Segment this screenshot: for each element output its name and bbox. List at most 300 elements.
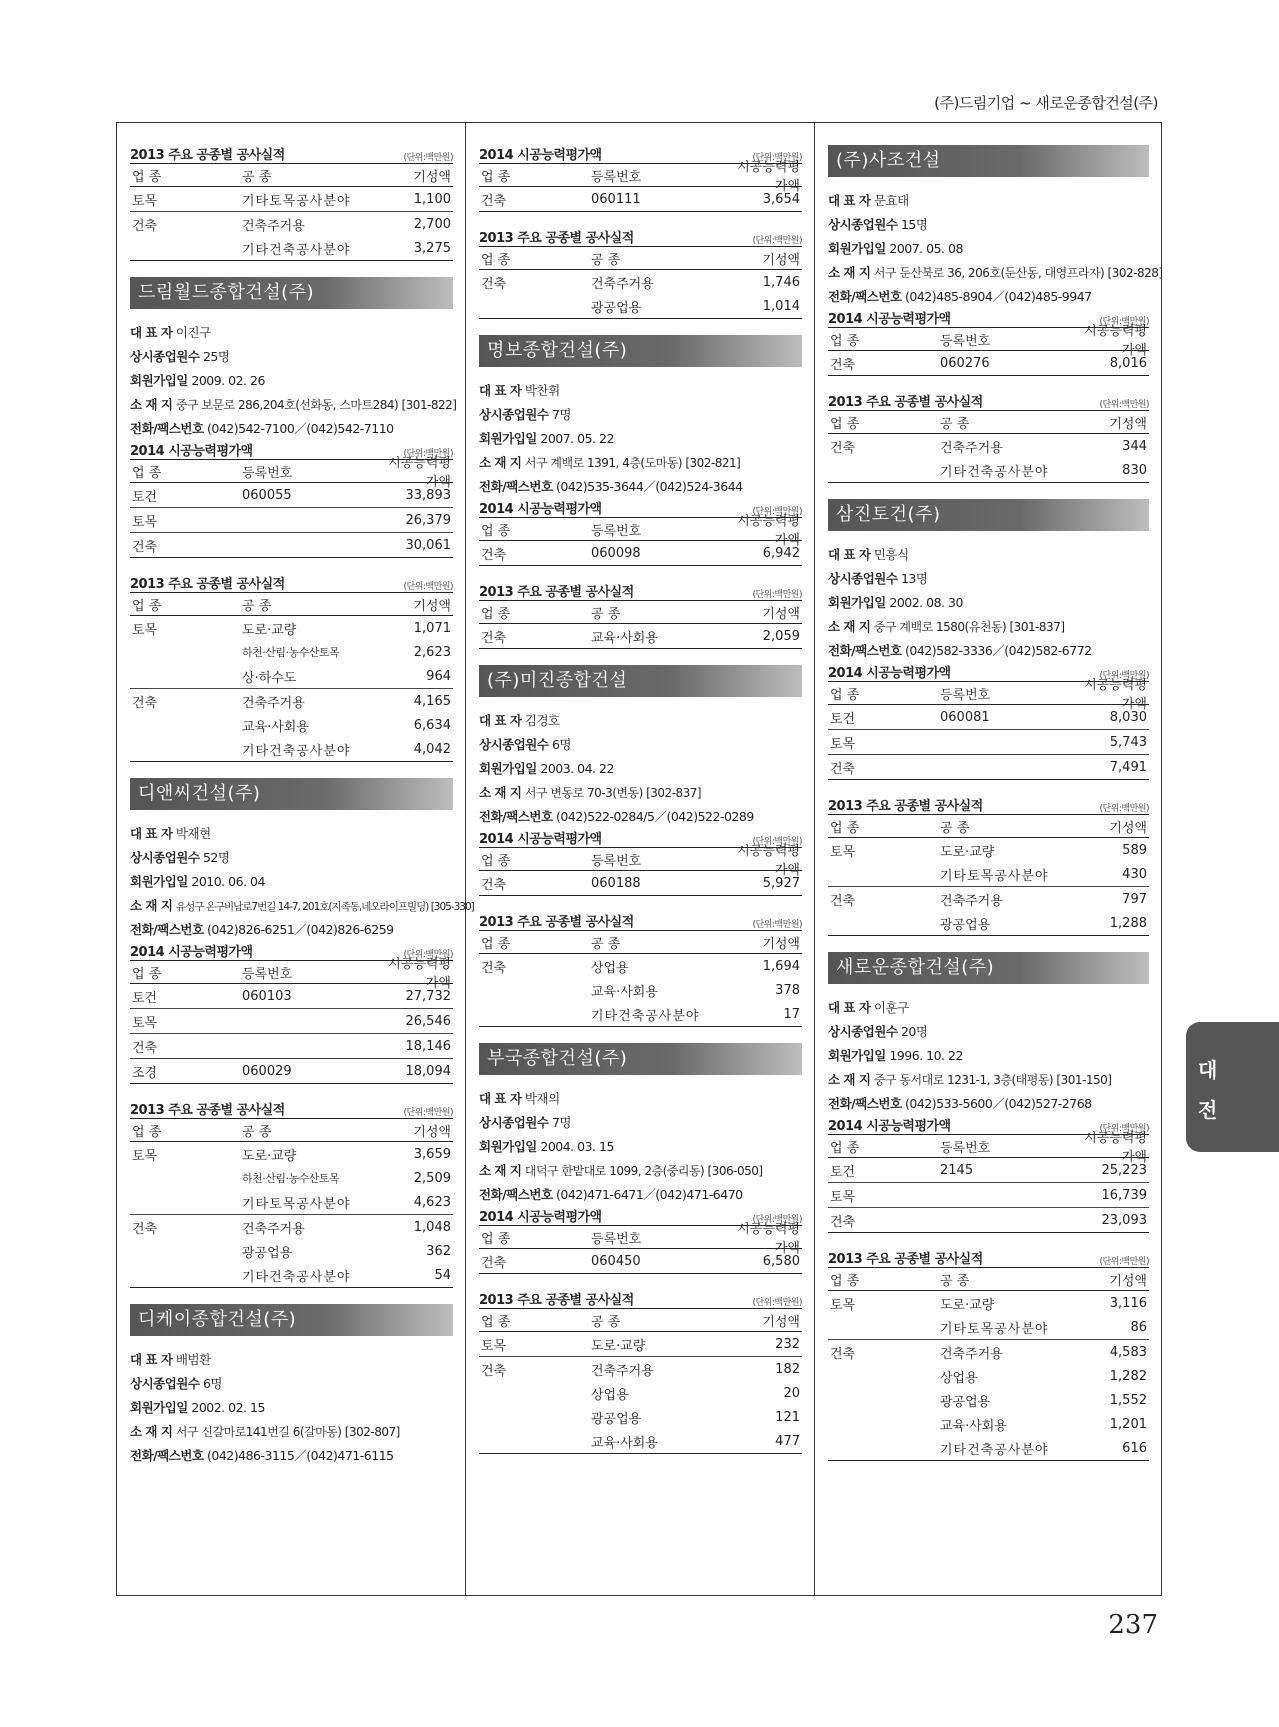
address-label: 소 재 지 [479, 785, 522, 800]
side-tab-line-1: 대 [1198, 1058, 1218, 1082]
company-entry [479, 665, 802, 1027]
table-cell: 2,623 [413, 644, 451, 660]
table-header-cell: 기성액 [1109, 1273, 1147, 1289]
table-cell: 도로·교량 [242, 622, 297, 638]
table-title: 2013 주요 공종별 공사실적 [828, 1252, 983, 1267]
table-cell: 건축 [830, 761, 856, 777]
table-cell: 건축 [481, 877, 507, 893]
table-header-cell: 업 종 [132, 966, 162, 982]
table-header-cell: 업 종 [132, 1124, 162, 1140]
employees-row [828, 567, 1149, 591]
table-row [828, 1315, 1149, 1339]
table-cell: 4,583 [1109, 1344, 1147, 1360]
phone-fax-label: 전화/팩스번호 [130, 1448, 204, 1463]
phone-fax-value: (042)542-7100／(042)542-7110 [207, 421, 394, 436]
table-cell: 2,059 [762, 628, 800, 644]
company-name: 새로운종합건설(주) [828, 952, 1149, 984]
table-cell: 060111 [591, 191, 641, 207]
table-cell: 건축주거용 [591, 1363, 654, 1379]
table-header-row [130, 456, 453, 490]
table-header-row [479, 1308, 802, 1332]
table-cell: 060029 [242, 1063, 292, 1079]
table-cell: 상업용 [940, 1370, 978, 1386]
table-body [828, 838, 1149, 936]
table-header-cell: 기성액 [413, 1124, 451, 1140]
table-cell: 30,061 [405, 537, 451, 553]
representative-row [479, 1087, 802, 1111]
address-label: 소 재 지 [479, 455, 522, 470]
table-header-cell: 공 종 [940, 416, 970, 432]
table-cell: 344 [1122, 438, 1147, 454]
table-row [479, 1002, 802, 1026]
table-title: 2014 시공능력평가액 [479, 832, 602, 847]
table-row [130, 664, 453, 688]
table-caption [828, 392, 1149, 410]
table-caption [828, 796, 1149, 814]
table-title: 2014 시공능력평가액 [130, 945, 253, 960]
table-cell: 기타건축공사분야 [940, 464, 1049, 480]
employees-label: 상시종업원수 [828, 217, 898, 232]
join-date-row [130, 369, 453, 393]
table-cell: 3,659 [413, 1146, 451, 1162]
table-row [828, 434, 1149, 458]
table-header-cell: 업 종 [132, 169, 162, 185]
table-cell: 건축 [830, 357, 856, 373]
table-unit: (단위:백만원) [752, 236, 802, 246]
table-row [130, 1033, 453, 1058]
table-header-cell: 시공능력평가액 [388, 957, 451, 991]
table-cell: 26,546 [405, 1013, 451, 1029]
table-cell: 기타건축공사분야 [242, 1269, 351, 1285]
table-row [130, 640, 453, 664]
table-row [130, 1008, 453, 1033]
employees-value: 15명 [900, 217, 928, 232]
table-caption [479, 582, 802, 600]
table-body [828, 434, 1149, 483]
table-title: 2014 시공능력평가액 [479, 148, 602, 163]
table-row [828, 729, 1149, 754]
representative-value: 이훈구 [873, 1000, 909, 1015]
table-cell: 1,282 [1109, 1368, 1147, 1384]
table-cell: 060103 [242, 988, 292, 1004]
work-table [828, 392, 1149, 483]
phone-fax-row [130, 1444, 453, 1468]
join-date-row [130, 870, 453, 894]
table-cell: 건축 [481, 1363, 507, 1379]
table-cell: 토목 [132, 514, 158, 530]
join-date-row [479, 757, 802, 781]
work-table [130, 574, 453, 762]
address-value: 서구 계백로 1391, 4층(도마동) [302-821] [524, 456, 741, 470]
table-header-cell: 기성액 [762, 606, 800, 622]
table-header-row [828, 324, 1149, 358]
table-caption [479, 912, 802, 930]
table-row [130, 211, 453, 236]
table-header-cell: 공 종 [591, 606, 621, 622]
column-2 [466, 123, 815, 1595]
representative-label: 대 표 자 [828, 193, 871, 208]
table-unit: (단위:백만원) [1099, 400, 1149, 410]
table-header-row [130, 163, 453, 187]
representative-value: 박재현 [175, 826, 211, 841]
table-row [828, 1436, 1149, 1460]
table-row [479, 954, 802, 978]
table-cell: 건축 [132, 218, 158, 234]
table-title: 2013 주요 공종별 공사실적 [130, 148, 285, 163]
join-date-value: 2007. 05. 22 [540, 431, 614, 446]
table-cell: 건축주거용 [940, 893, 1003, 909]
address-row [828, 261, 1163, 285]
table-row [479, 1429, 802, 1453]
table-body [479, 541, 802, 566]
phone-fax-value: (042)535-3644／(042)524-3644 [556, 479, 743, 494]
table-body [479, 624, 802, 649]
table-row [828, 1207, 1149, 1232]
table-cell: 도로·교량 [242, 1148, 297, 1164]
address-row [479, 451, 802, 475]
join-date-row [828, 591, 1149, 615]
table-cell: 도로·교량 [940, 844, 995, 860]
table-cell: 6,942 [762, 545, 800, 561]
table-row [479, 978, 802, 1002]
join-date-row [828, 237, 1149, 261]
company-entry [130, 1304, 453, 1468]
join-date-label: 회원가입일 [479, 1139, 537, 1154]
table-unit: (단위:백만원) [752, 1215, 802, 1225]
company-name: 드림월드종합건설(주) [130, 277, 453, 309]
join-date-label: 회원가입일 [479, 761, 537, 776]
table-header-row [828, 678, 1149, 712]
table-header-row [479, 246, 802, 270]
join-date-label: 회원가입일 [828, 241, 886, 256]
table-header-cell: 시공능력평가액 [1084, 678, 1147, 712]
table-cell: 1,552 [1109, 1392, 1147, 1408]
employees-value: 20명 [900, 1024, 928, 1039]
representative-label: 대 표 자 [479, 713, 522, 728]
table-cell: 기타토목공사분야 [242, 193, 351, 209]
table-header-cell: 시공능력평가액 [388, 456, 451, 490]
table-cell: 교육·사회용 [591, 1435, 658, 1451]
table-body [828, 1291, 1149, 1461]
table-caption [130, 145, 453, 163]
employees-label: 상시종업원수 [828, 571, 898, 586]
phone-fax-label: 전화/팩스번호 [828, 289, 902, 304]
employees-row [130, 846, 453, 870]
table-cell: 기타건축공사분야 [242, 743, 351, 759]
table-unit: (단위:백만원) [403, 449, 453, 459]
representative-label: 대 표 자 [130, 1352, 173, 1367]
table-cell: 토목 [132, 193, 158, 209]
table-header-cell: 업 종 [481, 1231, 511, 1247]
work-table [479, 228, 802, 319]
table-cell: 5,743 [1109, 734, 1147, 750]
address-row [828, 1068, 1149, 1092]
table-cell: 건축주거용 [940, 1346, 1003, 1362]
table-row [479, 294, 802, 318]
join-date-row [130, 1396, 453, 1420]
table-cell: 86 [1130, 1319, 1147, 1335]
table-cell: 18,146 [405, 1038, 451, 1054]
table-header-cell: 업 종 [830, 687, 860, 703]
table-row [130, 1263, 453, 1287]
table-header-row [479, 930, 802, 954]
table-cell: 8,030 [1109, 709, 1147, 725]
representative-label: 대 표 자 [479, 383, 522, 398]
employees-value: 7명 [551, 407, 571, 422]
representative-row [130, 1348, 453, 1372]
table-header-row [479, 160, 802, 194]
join-date-label: 회원가입일 [479, 431, 537, 446]
phone-fax-value: (042)471-6471／(042)471-6470 [556, 1187, 743, 1202]
phone-fax-value: (042)533-5600／(042)527-2768 [905, 1096, 1092, 1111]
table-cell: 2145 [940, 1162, 974, 1178]
table-unit: (단위:백만원) [403, 582, 453, 592]
table-cell: 교육·사회용 [591, 984, 658, 1000]
table-body [130, 984, 453, 1084]
table-header-cell: 업 종 [132, 465, 162, 481]
table-cell: 3,275 [413, 240, 451, 256]
table-body [828, 351, 1149, 376]
table-header-cell: 공 종 [242, 598, 272, 614]
table-title: 2013 주요 공종별 공사실적 [479, 1293, 634, 1308]
table-cell: 1,048 [413, 1219, 451, 1235]
table-cell: 건축 [481, 1255, 507, 1271]
table-row [479, 871, 802, 895]
address-label: 소 재 지 [130, 1424, 173, 1439]
employees-value: 52명 [202, 850, 230, 865]
table-cell: 건축 [830, 1214, 856, 1230]
phone-fax-label: 전화/팩스번호 [479, 809, 553, 824]
address-row [130, 393, 457, 417]
employees-label: 상시종업원수 [828, 1024, 898, 1039]
table-title: 2013 주요 공종별 공사실적 [130, 577, 285, 592]
table-cell: 17 [783, 1006, 800, 1022]
phone-fax-row [479, 805, 802, 829]
phone-fax-label: 전화/팩스번호 [828, 1096, 902, 1111]
table-cell: 토목 [830, 1297, 856, 1313]
table-header-cell: 기성액 [1109, 820, 1147, 836]
table-unit: (단위:백만원) [752, 920, 802, 930]
capability-table [130, 942, 453, 1084]
table-cell: 토목 [132, 622, 158, 638]
table-header-cell: 업 종 [132, 598, 162, 614]
column-3 [815, 123, 1161, 1595]
representative-value: 문효태 [873, 193, 909, 208]
table-body [479, 1249, 802, 1274]
employees-row [130, 1372, 453, 1396]
table-title: 2014 시공능력평가액 [130, 444, 253, 459]
table-cell: 토목 [830, 844, 856, 860]
phone-fax-row [479, 1183, 802, 1207]
table-cell: 건축주거용 [242, 218, 305, 234]
table-row [130, 236, 453, 260]
table-header-cell: 등록번호 [940, 333, 991, 349]
table-cell: 상업용 [591, 1387, 629, 1403]
table-unit: (단위:백만원) [403, 950, 453, 960]
join-date-row [828, 1044, 1149, 1068]
table-cell: 25,223 [1101, 1162, 1147, 1178]
representative-row [479, 379, 802, 403]
table-cell: 토목 [830, 736, 856, 752]
representative-label: 대 표 자 [479, 1091, 522, 1106]
table-header-cell: 공 종 [591, 936, 621, 952]
table-header-cell: 업 종 [481, 169, 511, 185]
employees-value: 13명 [900, 571, 928, 586]
representative-value: 박재의 [524, 1091, 560, 1106]
table-row [130, 187, 453, 211]
representative-label: 대 표 자 [828, 1000, 871, 1015]
table-cell: 1,014 [762, 298, 800, 314]
table-row [130, 532, 453, 557]
table-cell: 하천·산림·농수산토목 [242, 1172, 340, 1185]
capability-table [130, 441, 453, 558]
table-cell: 건축주거용 [591, 276, 654, 292]
representative-row [828, 189, 1149, 213]
table-cell: 121 [775, 1409, 800, 1425]
table-cell: 616 [1122, 1440, 1147, 1456]
phone-fax-row [828, 639, 1149, 663]
table-caption [828, 1249, 1149, 1267]
table-cell: 589 [1122, 842, 1147, 858]
table-row [828, 838, 1149, 862]
address-row [130, 1420, 453, 1444]
table-unit: (단위:백만원) [1099, 671, 1149, 681]
representative-row [130, 321, 453, 345]
table-caption [479, 228, 802, 246]
table-cell: 060098 [591, 545, 641, 561]
join-date-value: 2002. 02. 15 [191, 1400, 265, 1415]
table-cell: 5,927 [762, 875, 800, 891]
company-entry [828, 952, 1149, 1461]
side-tab-line-2: 전 [1198, 1098, 1218, 1122]
address-label: 소 재 지 [130, 397, 173, 412]
representative-value: 이진구 [175, 325, 211, 340]
company-name: 명보종합건설(주) [479, 335, 802, 367]
table-header-cell: 등록번호 [591, 523, 642, 539]
table-body [828, 1158, 1149, 1233]
table-row [479, 1405, 802, 1429]
table-header-cell: 기성액 [413, 169, 451, 185]
table-header-cell: 업 종 [830, 820, 860, 836]
address-value: 유성구 온구비남로7번길 14-7, 201호(지족동,네오라이프빌딩) [305-330] [175, 901, 474, 913]
table-row [479, 187, 802, 211]
table-row [828, 1291, 1149, 1315]
employees-row [828, 1020, 1149, 1044]
join-date-row [479, 427, 802, 451]
company-entry [479, 1043, 802, 1454]
employees-row [479, 733, 802, 757]
table-cell: 토목 [481, 1338, 507, 1354]
table-header-row [130, 1118, 453, 1142]
employees-value: 7명 [551, 1115, 571, 1130]
table-title: 2013 주요 공종별 공사실적 [130, 1103, 285, 1118]
table-cell: 362 [426, 1243, 451, 1259]
table-header-cell: 업 종 [830, 333, 860, 349]
table-cell: 기타토목공사분야 [940, 1321, 1049, 1337]
table-body [130, 616, 453, 762]
phone-fax-value: (042)582-3336／(042)582-6772 [905, 643, 1092, 658]
phone-fax-row [130, 417, 453, 441]
table-header-row [479, 844, 802, 878]
table-unit: (단위:백만원) [1099, 1124, 1149, 1134]
representative-row [828, 996, 1149, 1020]
address-value: 중구 보문로 286,204호(선화동, 스마트284) [301-822] [175, 398, 457, 412]
table-cell: 건축 [132, 695, 158, 711]
table-cell: 기타건축공사분야 [940, 1442, 1049, 1458]
table-cell: 232 [775, 1336, 800, 1352]
table-header-row [828, 1267, 1149, 1291]
work-table [828, 796, 1149, 936]
address-row [479, 1159, 802, 1183]
table-cell: 1,100 [413, 191, 451, 207]
table-row [479, 1381, 802, 1405]
join-date-value: 2007. 05. 08 [889, 241, 963, 256]
table-cell: 교육·사회용 [591, 630, 658, 646]
table-cell: 건축 [481, 547, 507, 563]
table-header-cell: 등록번호 [591, 1231, 642, 1247]
table-caption [130, 1100, 453, 1118]
table-header-row [828, 1131, 1149, 1165]
phone-fax-label: 전화/팩스번호 [479, 479, 553, 494]
table-cell: 건축주거용 [242, 695, 305, 711]
employees-label: 상시종업원수 [479, 407, 549, 422]
table-row [130, 713, 453, 737]
table-row [479, 1332, 802, 1356]
table-cell: 1,201 [1109, 1416, 1147, 1432]
join-date-label: 회원가입일 [130, 373, 188, 388]
table-row [130, 737, 453, 761]
table-header-cell: 업 종 [481, 252, 511, 268]
table-cell: 상업용 [591, 960, 629, 976]
table-cell: 4,042 [413, 741, 451, 757]
table-cell: 2,700 [413, 216, 451, 232]
table-cell: 건축 [132, 1040, 158, 1056]
representative-value: 김경호 [524, 713, 560, 728]
table-cell: 54 [434, 1267, 451, 1283]
table-unit: (단위:백만원) [1099, 1257, 1149, 1267]
table-cell: 건축 [481, 630, 507, 646]
company-entry [130, 277, 457, 762]
table-cell: 광공업용 [940, 1394, 991, 1410]
table-header-cell: 업 종 [481, 853, 511, 869]
table-row [479, 541, 802, 565]
table-cell: 건축 [481, 276, 507, 292]
capability-table [828, 309, 1149, 376]
address-label: 소 재 지 [479, 1163, 522, 1178]
address-row [130, 894, 474, 918]
phone-fax-value: (042)486-3115／(042)471-6115 [207, 1448, 394, 1463]
table-cell: 건축 [481, 960, 507, 976]
address-value: 서구 신갈마로141번길 6(갈마동) [302-807] [175, 1425, 400, 1439]
table-cell: 23,093 [1101, 1212, 1147, 1228]
table-row [828, 1412, 1149, 1436]
table-cell: 도로·교량 [940, 1297, 995, 1313]
table-header-cell: 기성액 [762, 1314, 800, 1330]
table-cell: 건축 [830, 1346, 856, 1362]
company-name: (주)사조건설 [828, 145, 1149, 177]
representative-value: 민흥식 [873, 547, 909, 562]
employees-value: 6명 [551, 737, 571, 752]
table-header-cell: 업 종 [830, 1140, 860, 1156]
table-cell: 2,509 [413, 1170, 451, 1186]
join-date-label: 회원가입일 [130, 874, 188, 889]
table-cell: 건축 [132, 1221, 158, 1237]
address-label: 소 재 지 [130, 898, 173, 913]
table-cell: 060276 [940, 355, 990, 371]
phone-fax-value: (042)522-0284/5／(042)522-0289 [556, 809, 754, 824]
table-header-cell: 공 종 [940, 820, 970, 836]
table-row [828, 911, 1149, 935]
